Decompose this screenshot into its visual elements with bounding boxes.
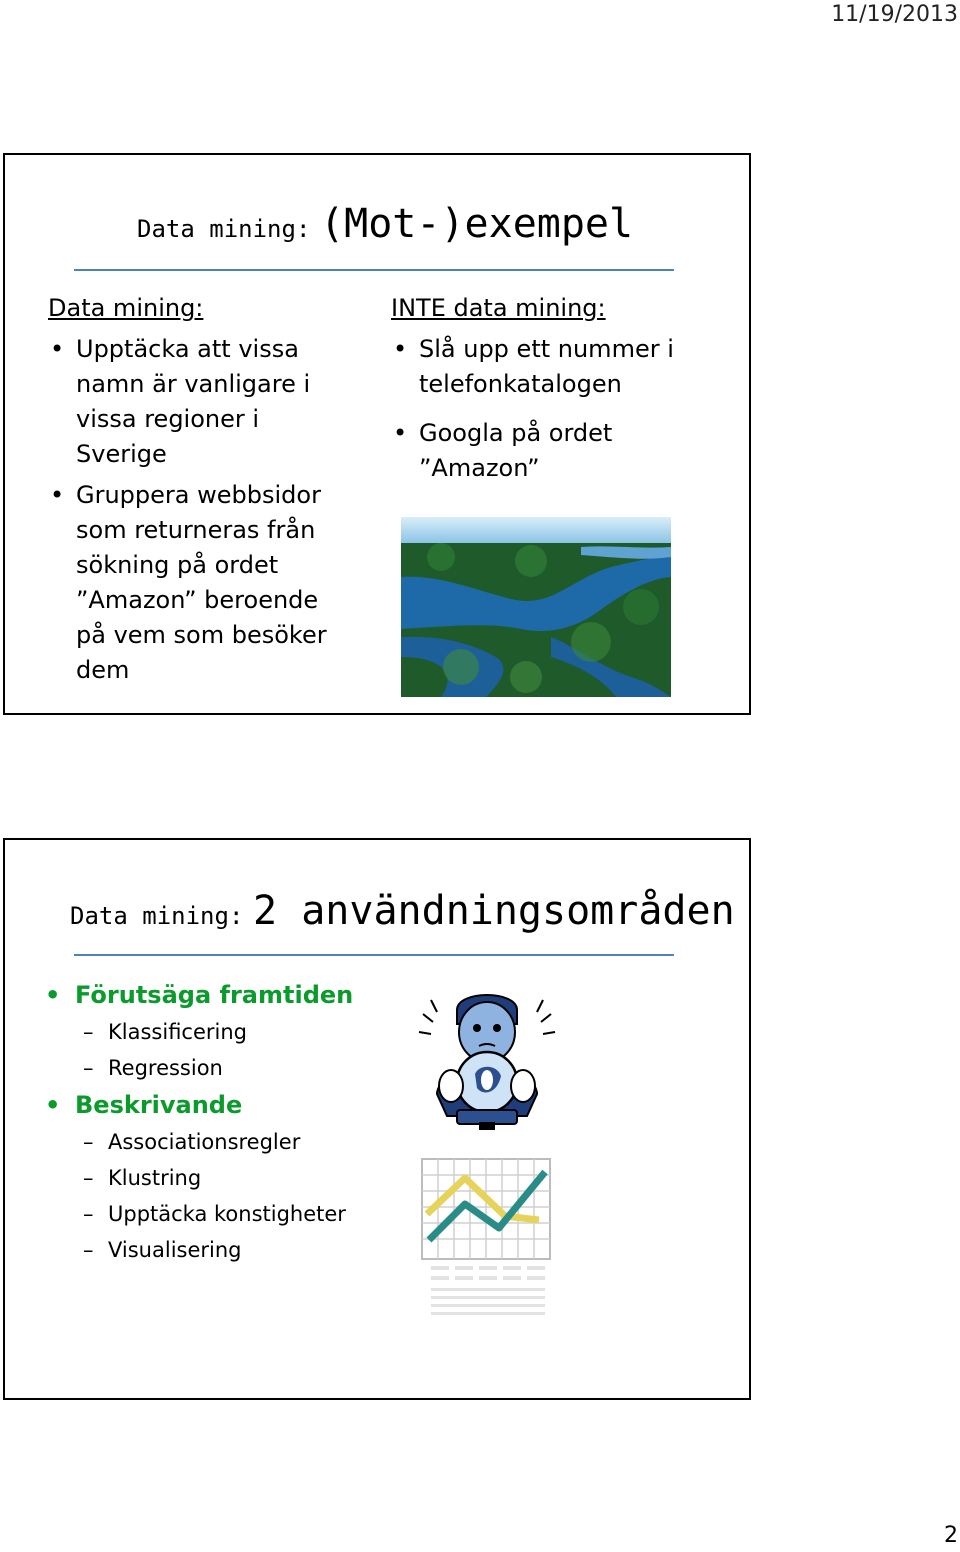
list-item: – Associationsregler — [45, 1124, 405, 1160]
list-heading: • Förutsäga framtiden — [45, 976, 405, 1014]
slide-1 — [3, 153, 751, 715]
list-item: – Upptäcka konstigheter — [45, 1196, 405, 1232]
fortune-teller-clipart — [417, 984, 557, 1134]
line-chart-clipart — [421, 1158, 553, 1324]
left-column — [48, 291, 348, 688]
left-heading: Data mining: — [48, 294, 204, 322]
slide-title — [137, 201, 633, 247]
list-heading: • Beskrivande — [45, 1086, 405, 1124]
right-column — [391, 291, 681, 486]
list-item: – Klassificering — [45, 1014, 405, 1050]
date-stamp: 11/19/2013 — [831, 2, 958, 27]
title-rule — [74, 954, 674, 956]
title-prefix: Data mining: — [70, 902, 244, 930]
slide-2 — [3, 838, 751, 1400]
page-number: 2 — [944, 1523, 958, 1548]
list-item: • Slå upp ett nummer i telefonkatalogen — [391, 332, 681, 402]
title-main: (Mot-)exempel — [320, 201, 634, 247]
list-item: • Googla på ordet ”Amazon” — [391, 416, 681, 486]
title-rule — [74, 269, 674, 271]
right-heading: INTE data mining: — [391, 294, 606, 322]
list-item: – Regression — [45, 1050, 405, 1086]
list-item: • Gruppera webbsidor som returneras från sökning på ordet ”Amazon” beroende på vem som besöker dem — [48, 478, 348, 688]
list-item: • Upptäcka att vissa namn är vanligare i vissa regioner i Sverige — [48, 332, 348, 472]
list-item: – Klustring — [45, 1160, 405, 1196]
title-main: 2 användningsområden — [253, 888, 735, 934]
slide-title — [70, 888, 735, 934]
title-prefix: Data mining: — [137, 215, 311, 243]
amazon-river-photo — [401, 517, 671, 697]
usage-list — [45, 976, 405, 1268]
list-item: – Visualisering — [45, 1232, 405, 1268]
